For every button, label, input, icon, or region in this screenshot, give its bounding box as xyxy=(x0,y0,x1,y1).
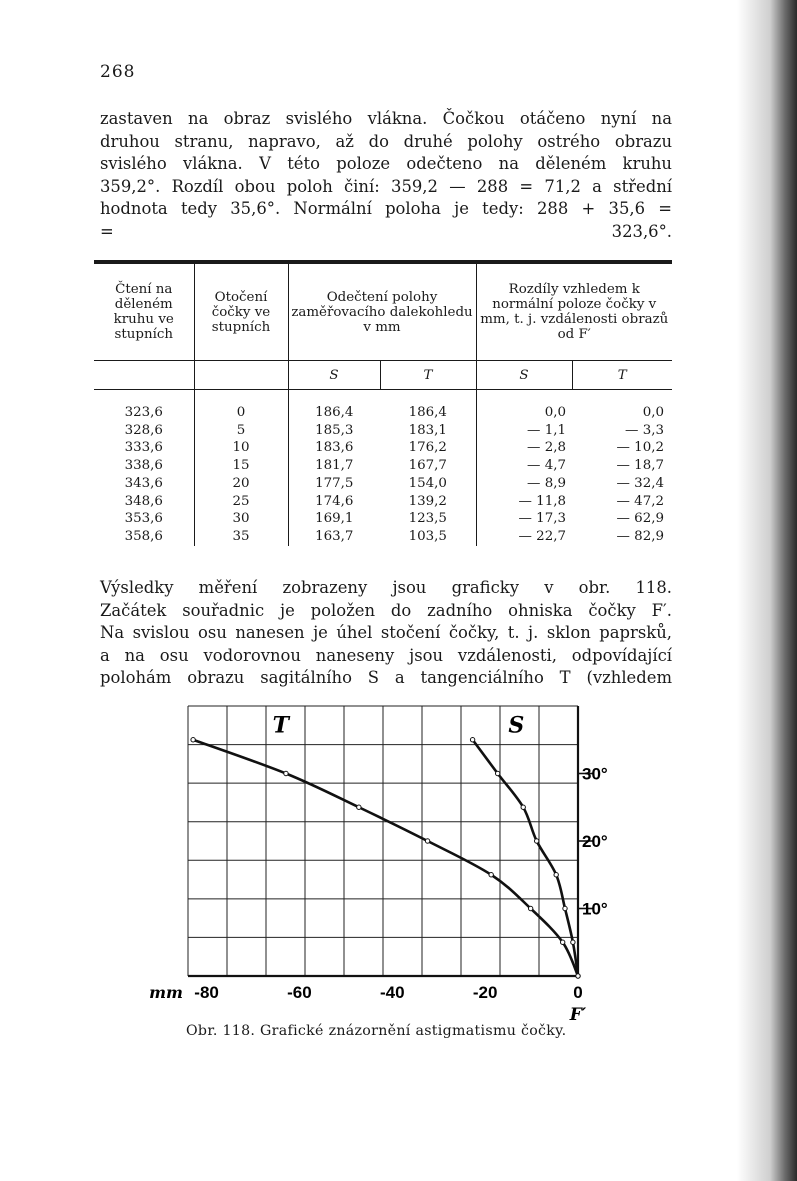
text-line: Výsledky měření zobrazeny jsou graficky v obr. 118. xyxy=(100,578,672,597)
cell-pos-t: 103,5 xyxy=(408,528,447,544)
subheader-s: S xyxy=(476,361,572,390)
cell-diff-t: — 18,7 xyxy=(616,458,664,474)
cell-pos-s: 169,1 xyxy=(288,510,380,528)
cell-pos-s: 177,5 xyxy=(288,475,380,493)
table-row xyxy=(94,475,672,493)
cell-rotation: 10 xyxy=(194,439,288,457)
x-tick-label: -60 xyxy=(287,983,312,1002)
data-point-s xyxy=(571,940,575,944)
cell-reading: 353,6 xyxy=(124,511,163,527)
subheader-t: T xyxy=(380,361,476,390)
cell-rotation: 15 xyxy=(194,457,288,475)
cell-diff-s: — 2,8 xyxy=(476,439,572,457)
table-row xyxy=(94,439,672,457)
cell-rotation: 30 xyxy=(194,510,288,528)
astigmatism-chart xyxy=(149,700,620,1025)
data-point-t xyxy=(425,839,429,843)
data-point-s xyxy=(521,805,525,809)
cell-reading: 343,6 xyxy=(124,475,163,491)
cell-rotation: 20 xyxy=(194,475,288,493)
cell-pos-t: 183,1 xyxy=(408,422,447,438)
table-row xyxy=(94,510,672,528)
cell-diff-s: — 11,8 xyxy=(476,493,572,511)
cell-pos-t: 123,5 xyxy=(408,511,447,527)
subheader-empty xyxy=(94,361,194,390)
cell-pos-t: 167,7 xyxy=(408,458,447,474)
y-tick-label: 20° xyxy=(582,832,608,851)
text-line: druhou stranu, napravo, až do druhé polohy ostrého obrazu xyxy=(100,131,672,151)
text-line: hodnota tedy 35,6°. Normální poloha je tedy: 288 + 35,6 = xyxy=(100,199,672,218)
text-line: polohám obrazu sagitálního S a tangenciálního T (vzhledem xyxy=(100,668,672,687)
cell-reading: 323,6 xyxy=(124,405,163,420)
cell-diff-t: — 62,9 xyxy=(616,511,664,527)
cell-reading: 338,6 xyxy=(124,458,163,474)
data-point-t xyxy=(560,940,564,944)
data-point-s xyxy=(563,906,567,910)
table-row xyxy=(94,493,672,511)
page-number: 268 xyxy=(100,62,136,82)
series-label-t: T xyxy=(272,712,290,739)
cell-reading: 348,6 xyxy=(124,493,163,509)
cell-diff-t: — 47,2 xyxy=(616,493,664,509)
subheader-t: T xyxy=(572,361,672,390)
series-line-t xyxy=(193,740,578,976)
subheader-empty xyxy=(194,361,288,390)
text-line: svislého vlákna. V této poloze odečteno na děleném kruhu xyxy=(100,154,672,173)
cell-diff-t: — 3,3 xyxy=(625,422,664,438)
cell-diff-t: — 82,9 xyxy=(616,528,664,544)
table-row xyxy=(94,422,672,440)
y-tick-label: 30° xyxy=(582,764,608,784)
data-point-t xyxy=(191,738,195,742)
cell-diff-t: — 32,4 xyxy=(616,475,664,491)
data-point-t xyxy=(528,906,532,910)
cell-pos-t: 176,2 xyxy=(408,440,447,456)
figure-caption: Obr. 118. Grafické znázornění astigmatismu čočky. xyxy=(186,1023,567,1039)
text-line: 359,2°. Rozdíl obou poloh činí: 359,2 — 288 = 71,2 a střední xyxy=(100,176,672,196)
data-point-s xyxy=(534,839,538,843)
text-line: = 323,6°. xyxy=(100,221,672,241)
header-differences: Rozdíly vzhledem k normální poloze čočky v mm, t. j. vzdálenosti obrazů od F′ xyxy=(476,262,672,361)
table-row xyxy=(94,390,672,422)
chart-curves xyxy=(191,738,580,979)
text-line: Na svislou osu nanesen je úhel stočení čočky, t. j. sklon paprsků, xyxy=(100,623,672,642)
text-line: zastaven na obraz svislého vlákna. Čočkou otáčeno nyní na xyxy=(100,109,672,128)
cell-diff-s: — 4,7 xyxy=(476,457,572,475)
cell-pos-s: 174,6 xyxy=(288,493,380,511)
cell-diff-s: 0,0 xyxy=(476,390,572,422)
x-tick-label: -40 xyxy=(379,983,405,1002)
cell-diff-t: 0,0 xyxy=(642,405,664,420)
cell-diff-s: — 8,9 xyxy=(476,475,572,493)
subheader-s: S xyxy=(288,361,380,390)
text-line: Začátek souřadnic je položen do zadního ohniska čočky F′. xyxy=(100,600,672,620)
cell-pos-s: 185,3 xyxy=(288,422,380,440)
series-label-s: S xyxy=(508,712,525,739)
cell-diff-t: — 10,2 xyxy=(616,440,664,456)
header-rotation: Otočení čočky ve stupních xyxy=(194,262,288,361)
cell-pos-s: 181,7 xyxy=(288,457,380,475)
x-tick-label: 0 xyxy=(573,983,583,1002)
cell-diff-s: — 22,7 xyxy=(476,528,572,546)
chart-axes xyxy=(188,706,594,976)
header-telescope: Odečtení polohy zaměřovacího dalekohledu v mm xyxy=(288,262,476,361)
cell-rotation: 5 xyxy=(194,422,288,440)
cell-pos-s: 183,6 xyxy=(288,439,380,457)
cell-reading: 328,6 xyxy=(124,422,163,438)
data-point-t xyxy=(284,771,288,775)
text-line: a na osu vodorovnou naneseny jsou vzdálenosti, odpovídající xyxy=(100,645,672,665)
cell-pos-t: 186,4 xyxy=(408,405,447,420)
data-point-s xyxy=(554,873,558,877)
table-row xyxy=(94,457,672,475)
page-edge-shadow xyxy=(737,0,797,1181)
x-tick-label: -20 xyxy=(472,983,498,1002)
cell-reading: 333,6 xyxy=(124,440,163,456)
cell-pos-t: 154,0 xyxy=(408,475,447,491)
cell-rotation: 35 xyxy=(194,528,288,546)
paragraph-top xyxy=(100,108,672,243)
cell-diff-s: — 17,3 xyxy=(476,510,572,528)
cell-rotation: 25 xyxy=(194,493,288,511)
cell-diff-s: — 1,1 xyxy=(476,422,572,440)
data-point-s xyxy=(470,738,474,742)
data-point-s xyxy=(495,771,499,775)
x-tick-label: -80 xyxy=(194,983,219,1002)
paragraph-bottom xyxy=(100,577,672,690)
data-point-t xyxy=(489,873,493,877)
x-axis-label: mm xyxy=(149,983,183,1002)
data-point-s xyxy=(576,974,580,978)
measurement-table xyxy=(94,260,672,546)
chart-grid xyxy=(188,706,578,976)
cell-pos-t: 139,2 xyxy=(408,493,447,509)
cell-rotation: 0 xyxy=(194,390,288,422)
data-point-t xyxy=(357,805,361,809)
header-reading: Čtení na děleném kruhu ve stupních xyxy=(94,262,194,361)
y-tick-label: 10° xyxy=(582,899,608,919)
origin-label: F′ xyxy=(569,1005,587,1025)
cell-reading: 358,6 xyxy=(124,528,163,544)
cell-pos-s: 186,4 xyxy=(288,390,380,422)
table-row xyxy=(94,528,672,546)
cell-pos-s: 163,7 xyxy=(288,528,380,546)
